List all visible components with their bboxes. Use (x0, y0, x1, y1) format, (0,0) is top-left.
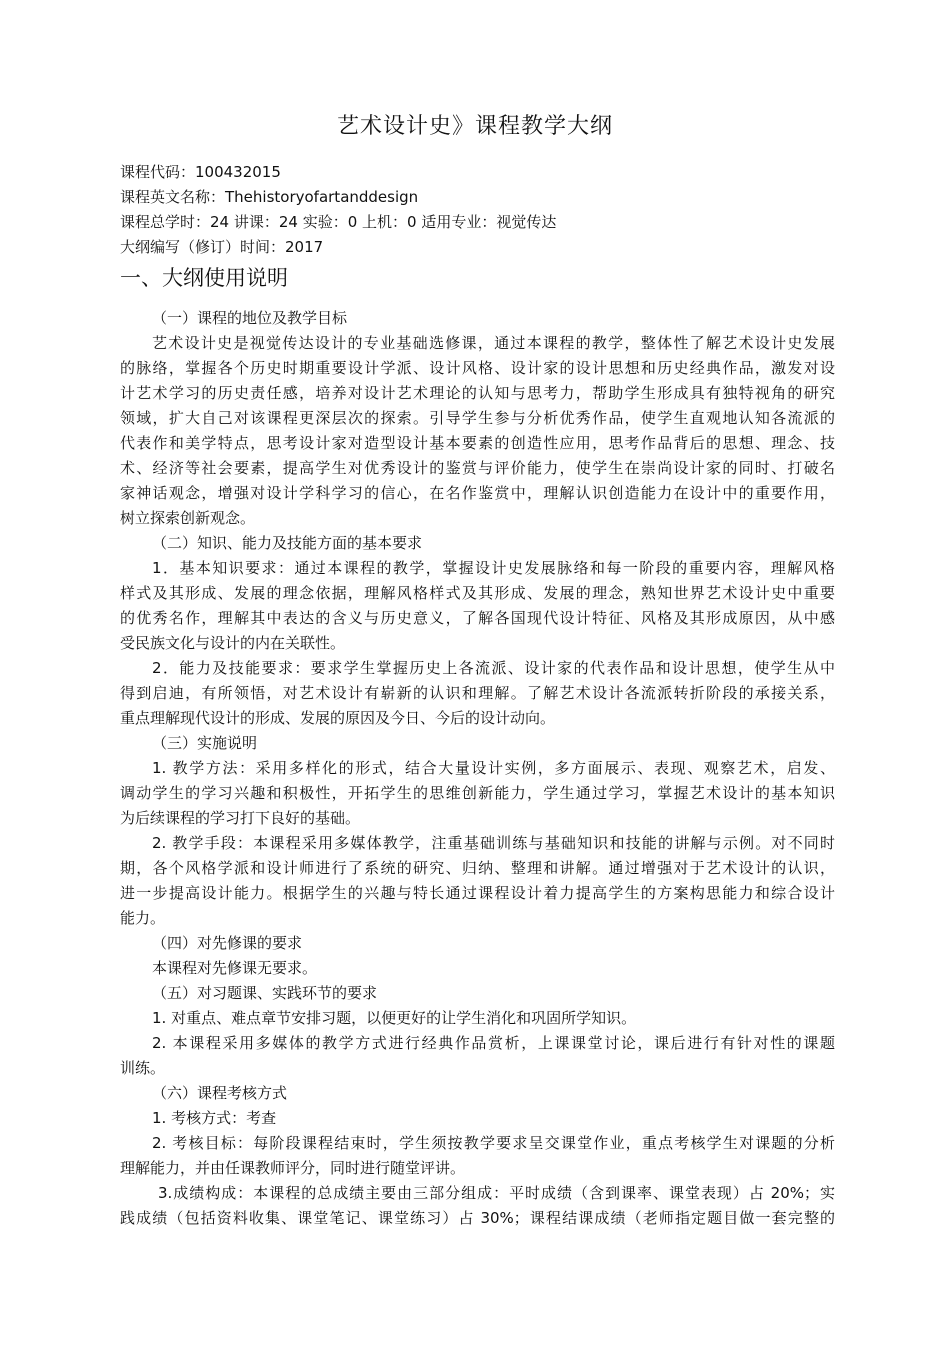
subheading: （六）课程考核方式 (152, 1084, 288, 1102)
course-code: 课程代码：100432015 (120, 163, 281, 181)
subheading: （二）知识、能力及技能方面的基本要求 (152, 534, 423, 552)
paragraph-line: 理解能力，并由任课教师评分，同时进行随堂评讲。 (120, 1159, 466, 1177)
paragraph-line: 为后续课程的学习打下良好的基础。 (120, 809, 361, 827)
paragraph-line: 3.成绩构成：本课程的总成绩主要由三部分组成：平时成绩（含到课率、课堂表现）占 20%；实 (158, 1184, 835, 1202)
paragraph-line: 重点理解现代设计的形成、发展的原因及今日、今后的设计动向。 (120, 709, 556, 727)
paragraph-line: 领域，扩大自己对该课程更深层次的探索。引导学生参与分析优秀作品，使学生直观地认知各流派的 (120, 409, 835, 427)
paragraph-line: 树立探索创新观念。 (120, 509, 256, 527)
subheading: （三）实施说明 (152, 734, 258, 752)
paragraph-line: 1．基本知识要求：通过本课程的教学，掌握设计史发展脉络和每一阶段的重要内容，理解风格 (152, 559, 835, 577)
paragraph-line: 践成绩（包括资料收集、课堂笔记、课堂练习）占 30%；课程结课成绩（老师指定题目做一套完整的 (120, 1209, 835, 1227)
paragraph-line: 得到启迪，有所领悟，对艺术设计有崭新的认识和理解。了解艺术设计各流派转折阶段的承接关系， (120, 684, 835, 702)
subheading: （五）对习题课、实践环节的要求 (152, 984, 378, 1002)
paragraph-line: 1. 教学方法：采用多样化的形式，结合大量设计实例，多方面展示、表现、观察艺术，启发、 (152, 759, 835, 777)
paragraph-line: 术、经济等社会要素，提高学生对优秀设计的鉴赏与评价能力，使学生在崇尚设计家的同时、打破名 (120, 459, 835, 477)
course-english-name: 课程英文名称：Thehistoryofartanddesign (120, 188, 419, 206)
paragraph-line: 1. 对重点、难点章节安排习题，以便更好的让学生消化和巩固所学知识。 (152, 1009, 637, 1027)
paragraph-line: 受民族文化与设计的内在关联性。 (120, 634, 346, 652)
paragraph-line: 1. 考核方式：考查 (152, 1109, 277, 1127)
paragraph-line: 期，各个风格学派和设计师进行了系统的研究、归纳、整理和讲解。通过增强对于艺术设计的认识， (120, 859, 835, 877)
paragraph-line: 2．能力及技能要求：要求学生掌握历史上各流派、设计家的代表作品和设计思想，使学生从中 (152, 659, 835, 677)
paragraph-line: 样式及其形成、发展的理念依据，理解风格样式及其形成、发展的理念，熟知世界艺术设计史中重要 (120, 584, 835, 602)
revision-date: 大纲编写（修订）时间：2017 (120, 238, 324, 256)
paragraph-line: 的优秀名作，理解其中表达的含义与历史意义，了解各国现代设计特征、风格及其形成原因，从中感 (120, 609, 835, 627)
paragraph-line: 2. 教学手段：本课程采用多媒体教学，注重基础训练与基础知识和技能的讲解与示例。对不同时 (152, 834, 835, 852)
paragraph-line: 2. 本课程采用多媒体的教学方式进行经典作品赏析，上课课堂讨论，课后进行有针对性的课题 (152, 1034, 835, 1052)
paragraph-line: 代表作和美学特点，思考设计家对造型设计基本要素的创造性应用，思考作品背后的思想、理念、技 (120, 434, 835, 452)
document-title: 艺术设计史》课程教学大纲 (336, 114, 613, 139)
paragraph-line: 本课程对先修课无要求。 (152, 959, 318, 977)
course-meta (120, 160, 840, 260)
paragraph-line: 2. 考核目标：每阶段课程结束时，学生须按教学要求呈交课堂作业，重点考核学生对课题的分析 (152, 1134, 835, 1152)
course-hours: 课程总学时：24 讲课：24 实验：0 上机：0 适用专业：视觉传达 (120, 213, 557, 231)
document-body (120, 306, 835, 1231)
paragraph-line: 的脉络，掌握各个历史时期重要设计学派、设计风格、设计家的设计思想和历史经典作品，激发对设 (120, 359, 835, 377)
paragraph-line: 训练。 (120, 1059, 166, 1077)
paragraph-line: 计艺术学习的历史责任感，培养对设计艺术理论的认知与思考力，帮助学生形成具有独特视角的研究 (120, 384, 835, 402)
subheading: （四）对先修课的要求 (152, 934, 303, 952)
paragraph-line: 艺术设计史是视觉传达设计的专业基础选修课，通过本课程的教学，整体性了解艺术设计史发展 (152, 334, 835, 352)
paragraph-line: 家神话观念，增强对设计学科学习的信心，在名作鉴赏中，理解认识创造能力在设计中的重要作用， (120, 484, 835, 502)
paragraph-line: 调动学生的学习兴趣和积极性，开拓学生的思维创新能力，学生通过学习，掌握艺术设计的基本知识 (120, 784, 835, 802)
paragraph-line: 能力。 (120, 909, 166, 927)
subheading: （一）课程的地位及教学目标 (152, 309, 348, 327)
section-heading: 一、大纲使用说明 (120, 266, 288, 290)
paragraph-line: 进一步提高设计能力。根据学生的兴趣与特长通过课程设计着力提高学生的方案构思能力和综合设计 (120, 884, 835, 902)
